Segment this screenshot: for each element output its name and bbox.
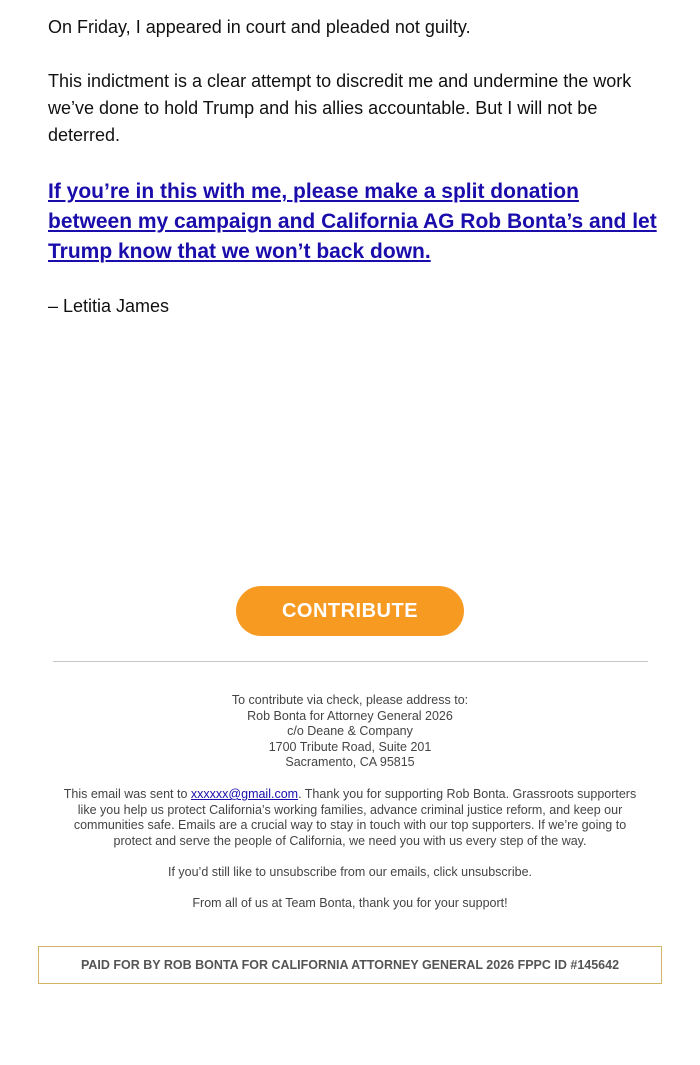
cta-container xyxy=(0,586,700,636)
signature: – Letitia James xyxy=(48,296,170,316)
contribute-button[interactable]: CONTRIBUTE xyxy=(236,586,464,636)
check-address-care-of: c/o Deane & Company xyxy=(287,724,413,738)
sent-to-notice xyxy=(58,787,642,849)
check-address-city: Sacramento, CA 95815 xyxy=(285,755,415,769)
thanks-notice: From all of us at Team Bonta, thank you for your support! xyxy=(192,896,508,910)
check-address-payee: Rob Bonta for Attorney General 2026 xyxy=(247,708,453,723)
unsubscribe-notice: If you’d still like to unsubscribe from our emails, click unsubscribe. xyxy=(167,865,533,879)
split-donation-link[interactable]: If you’re in this with me, please make a split donation between my campaign and California AG Rob Bonta’s and let Trump know that we won’t back down. xyxy=(48,180,657,263)
paragraph-court: On Friday, I appeared in court and pleaded not guilty. xyxy=(48,17,471,37)
sent-to-message: . Thank you for supporting Rob Bonta. Grassroots supporters like you help us protect California’s working families, advance criminal justice reform, and keep our communities safe. Emails are a crucial way to stay in touch with our top supporters. If we’re going to protect and serve the people of California, we need you with us every step of the way. xyxy=(73,787,637,848)
donation-paragraph xyxy=(48,177,658,267)
recipient-email-link[interactable]: xxxxxx@gmail.com xyxy=(190,787,299,801)
paragraph-indictment: This indictment is a clear attempt to discredit me and undermine the work we’ve done to hold Trump and his allies accountable. But I will not be deterred. xyxy=(48,71,632,145)
sent-to-prefix: This email was sent to xyxy=(63,787,188,801)
footer-divider xyxy=(53,661,648,662)
paid-for-disclaimer: PAID FOR BY ROB BONTA FOR CALIFORNIA ATTORNEY GENERAL 2026 FPPC ID #145642 xyxy=(38,946,662,984)
check-address-intro: To contribute via check, please address to: xyxy=(231,693,469,707)
check-address-block xyxy=(58,693,642,771)
check-address-street: 1700 Tribute Road, Suite 201 xyxy=(268,739,432,754)
